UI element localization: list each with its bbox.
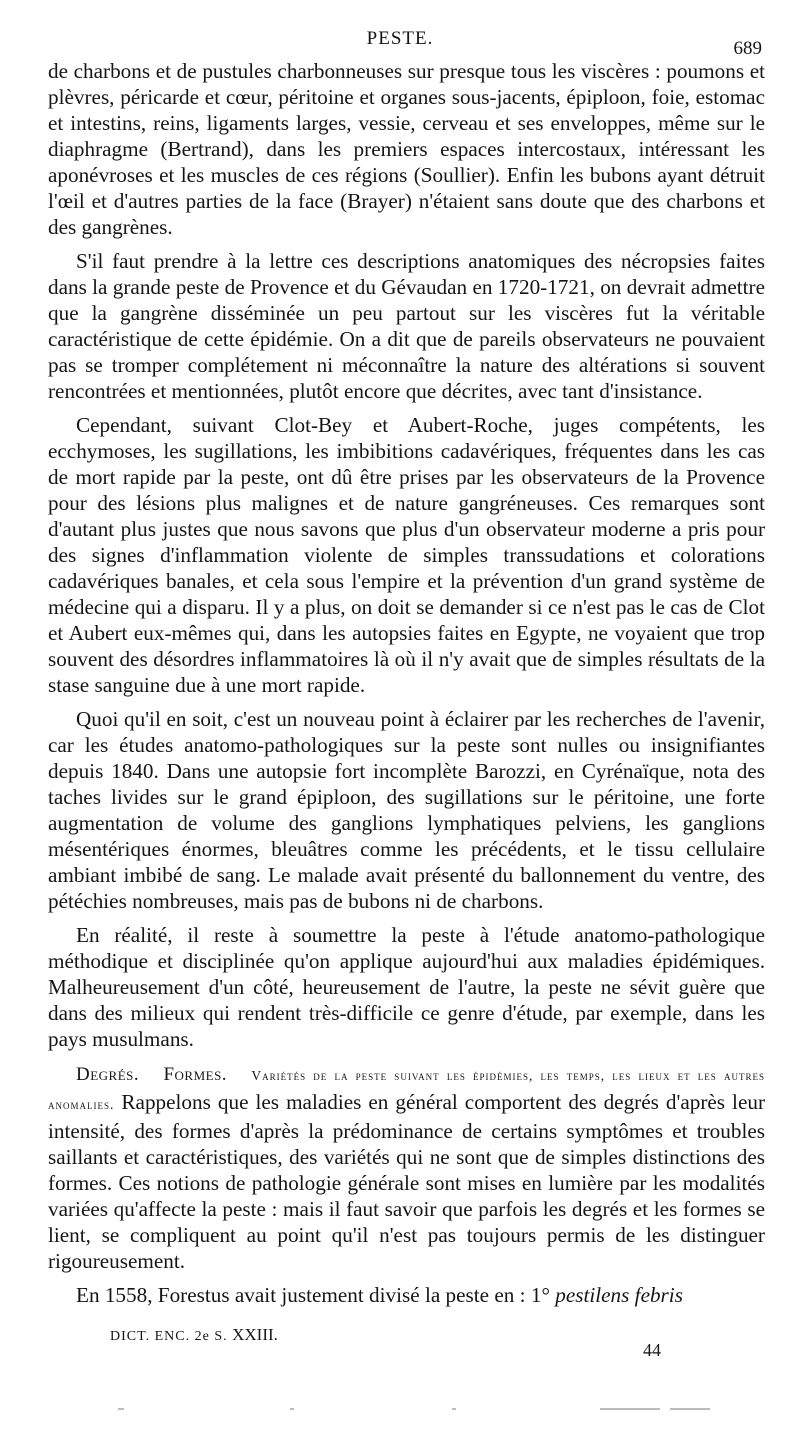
scan-edge-marks: [0, 1408, 800, 1416]
paragraph-7-italic: pestilens febris: [555, 1283, 683, 1307]
section-heading-varietes: Variétés de la peste suivant les épidémies, les temps, les lieux et les autres anomalies.: [48, 1068, 765, 1112]
scan-mark: [290, 1408, 294, 1410]
scan-mark: [670, 1408, 710, 1410]
paragraph-6-body: Rappelons que les maladies en général comportent des degrés d'après leur intensité, des formes d'après la prédominance de certains symptômes et troubles saillants et caractéristiques, des variétés qui ne sont que de simples distinctions des formes. Ces notions de pathologie générale sont mises en lumière par les modalités variées qu'affecte la peste : mais il faut savoir que parfois les degrés et les formes se lient, se compliquent au point qu'il n'est pas toujours permis de les distinguer rigoureusement.: [48, 1090, 765, 1273]
paragraph-3: Cependant, suivant Clot-Bey et Aubert-Roche, juges compétents, les ecchymoses, les sugillations, les imbibitions cadavériques, fréquentes dans les cas de mort rapide par la peste, ont dû être prises par les observateurs de la Provence pour des lésions plus malignes et de nature gangréneuses. Ces remarques sont d'autant plus justes que nous savons que plus d'un observateur moderne a pris pour des signes d'inflammation violente de simples transsudations et colorations cadavériques banales, et cela sous l'empire et la prévention d'un grand système de médecine qui a disparu. Il y a plus, on doit se demander si ce n'est pas le cas de Clot et Aubert eux-mêmes qui, dans les autopsies faites en Egypte, ne voyaient que trop souvent des désordres inflammatoires là où il n'y avait que de simples résultats de la stase sanguine due à une mort rapide.: [48, 413, 765, 697]
section-heading-formes: Formes.: [163, 1064, 228, 1085]
paragraph-4: Quoi qu'il en soit, c'est un nouveau point à éclairer par les recherches de l'avenir, car les études anatomo-pathologiques sur la peste sont nulles ou insignifiantes depuis 1840. Dans une autopsie fort incomplète Barozzi, en Cyrénaïque, nota des taches livides sur le grand épiploon, des sugillations sur le péritoine, une forte augmentation de volume des ganglions lymphatiques pelviens, les ganglions mésentériques énormes, bleuâtres comme les précédents, et le tissu cellulaire ambiant imbibé de sang. Le malade avait présenté du ballonnement du ventre, des pétéchies nombreuses, mais pas de bubons ni de charbons.: [48, 707, 765, 913]
paragraph-6: [48, 1060, 765, 1274]
running-head: PESTE.: [366, 28, 434, 49]
section-heading-degres: Degrés.: [76, 1064, 140, 1085]
paragraph-2: S'il faut prendre à la lettre ces descriptions anatomiques des nécropsies faites dans la grande peste de Provence et du Gévaudan en 1720-1721, on devrait admettre que la gangrène disséminée un peu partout sur les viscères fut la véritable caractéristique de cette épidémie. On a dit que de pareils observateurs ne pouvaient pas se tromper complétement ni méconnaître la nature des altérations si souvent rencontrées et mentionnées, plutôt encore que décrites, avec tant d'insistance.: [48, 249, 765, 403]
paragraph-7-text: En 1558, Forestus avait justement divisé la peste en : 1°: [76, 1283, 550, 1307]
scan-mark: [452, 1408, 456, 1410]
paragraph-1: de charbons et de pustules charbonneuses sur presque tous les viscères : poumons et plèvres, péricarde et cœur, péritoine et organes sous-jacents, épiploon, foie, estomac et intestins, reins, ligaments larges, vessie, cerveau et ses enveloppes, même sur le diaphragme (Bertrand), dans les premiers espaces intercostaux, intéressant les aponévroses et les muscles de ces régions (Soullier). Enfin les bubons ayant détruit l'œil et d'autres parties de la face (Brayer) n'étaient sans doute que des charbons et des gangrènes.: [48, 59, 765, 239]
signature-volume: XXIII.: [232, 1325, 278, 1344]
page-number: 689: [733, 38, 762, 59]
scan-mark: [600, 1408, 660, 1410]
signature-prefix: DICT. ENC. 2e S.: [110, 1329, 228, 1344]
body-text: [48, 58, 765, 1308]
paragraph-5: En réalité, il reste à soumettre la peste à l'étude anatomo-pathologique méthodique et disciplinée qu'on applique aujourd'hui aux maladies épidémiques. Malheureusement d'un côté, heureusement de l'autre, la peste ne sévit guère que dans des milieux qui rendent très-difficile ce genre d'étude, par exemple, dans les pays musulmans.: [48, 923, 765, 1051]
paragraph-7: [48, 1282, 765, 1308]
printer-signature: [110, 1325, 278, 1345]
scan-mark: [118, 1408, 124, 1410]
sheet-number: 44: [643, 1340, 661, 1360]
